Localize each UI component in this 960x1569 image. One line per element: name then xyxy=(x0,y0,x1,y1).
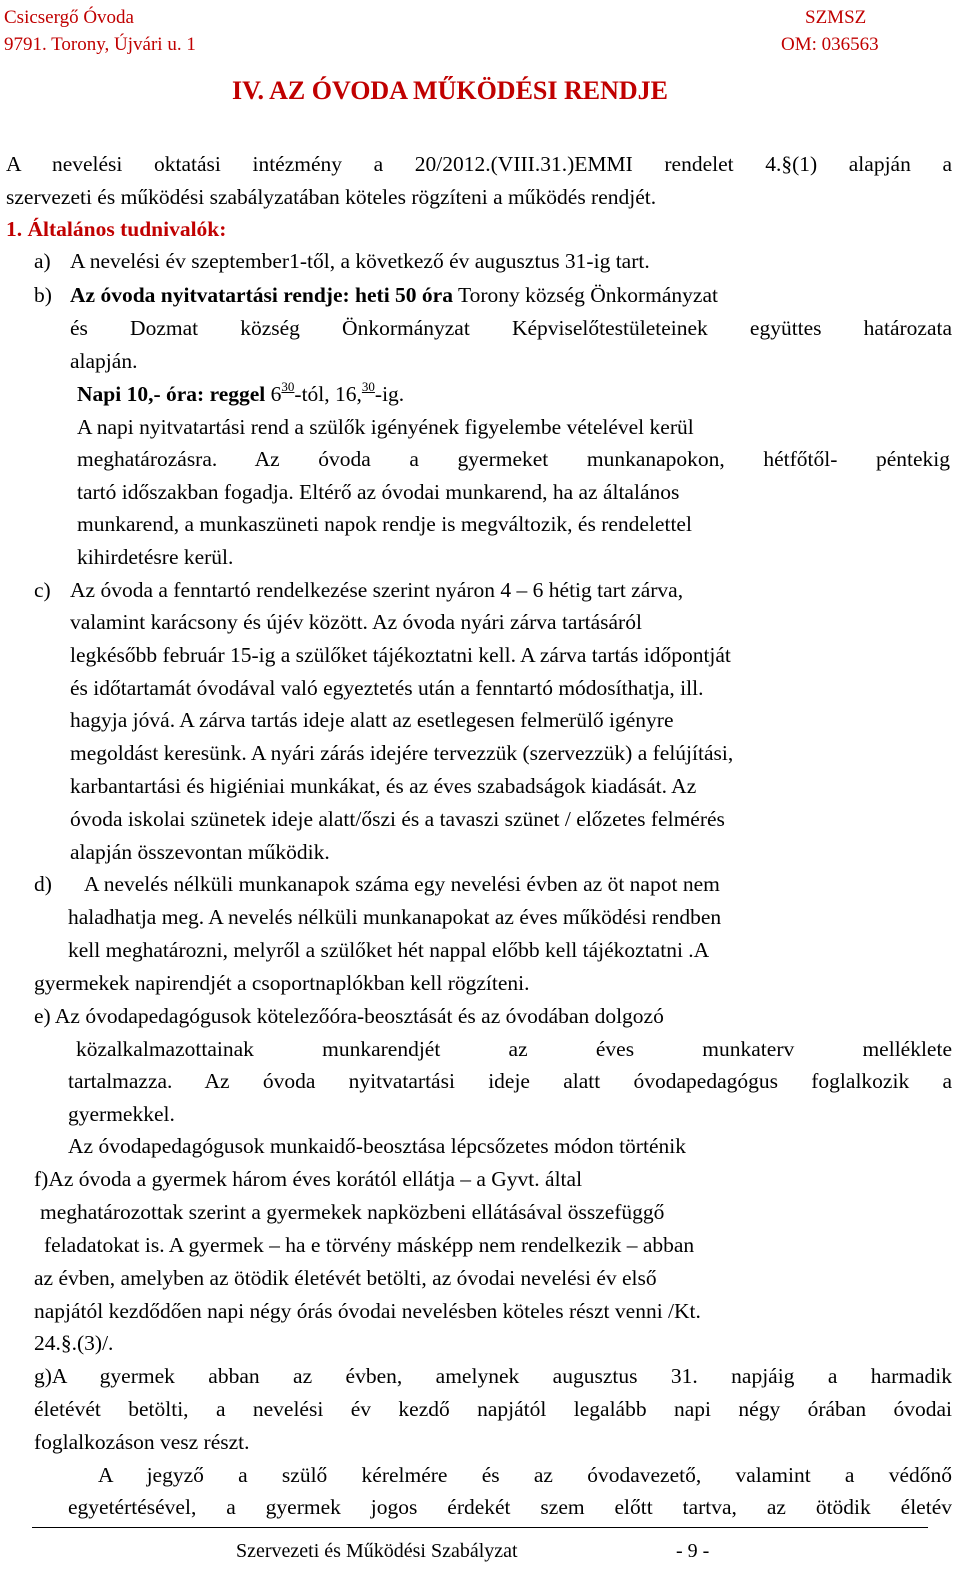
header-doc-code: SZMSZ xyxy=(805,7,867,28)
item-d-line-3: kell meghatározni, melyről a szülőket hét nappal előbb kell tájékoztatni .A xyxy=(68,938,710,962)
footer-page-number: - 9 - xyxy=(676,1540,710,1562)
item-c-line-2: valamint karácsony és újév között. Az óvoda nyári zárva tartásáról xyxy=(70,610,642,634)
item-e-line-2: közalkalmazottainak munkarendjét az éves munkaterv melléklete xyxy=(76,1037,952,1061)
item-a-line-1: A nevelési év szeptember1-től, a következő év augusztus 31-ig tart. xyxy=(70,249,650,273)
item-c-line-6: megoldást keresünk. A nyári zárás idejére tervezzük (szervezzük) a felújítási, xyxy=(70,741,734,765)
item-e-line-4: gyermekkel. xyxy=(68,1102,175,1126)
item-f-line-4: az évben, amelyben az ötödik életévét betölti, az óvodai nevelési év első xyxy=(34,1266,657,1290)
item-d-line-1: A nevelés nélküli munkanapok száma egy nevelési évben az öt napot nem xyxy=(84,872,720,896)
item-d-line-2: haladhatja meg. A nevelés nélküli munkanapokat az éves működési rendben xyxy=(68,905,722,929)
item-b-marker: b) xyxy=(34,283,52,307)
item-c-line-5: hagyja jóvá. A zárva tartás ideje alatt az esetlegesen felmerülő igényre xyxy=(70,708,674,732)
item-c-line-1: Az óvoda a fenntartó rendelkezése szerint nyáron 4 – 6 hétig tart zárva, xyxy=(70,578,684,602)
item-f-line-3: feladatokat is. A gyermek – ha e törvény másképp nem rendelkezik – abban xyxy=(44,1233,695,1257)
item-c-line-9: alapján összevontan működik. xyxy=(70,840,330,864)
item-b-line-1: Az óvoda nyitvatartási rendje: heti 50 óra Torony község Önkormányzat xyxy=(70,283,718,307)
footer-rule xyxy=(32,1527,928,1528)
item-g-line-2: életévét betölti, a nevelési év kezdő napjától legalább napi négy órában óvodai xyxy=(34,1397,952,1421)
item-c-marker: c) xyxy=(34,578,51,602)
opening-hours: Napi 10,- óra: reggel $6^{30}$-tól, 16,30-ig. xyxy=(77,379,405,406)
item-a-marker: a) xyxy=(34,249,51,273)
item-e-line-1: e) Az óvodapedagógusok kötelezőóra-beosztását és az óvodában dolgozó xyxy=(34,1004,664,1028)
intro-line-2: szervezeti és működési szabályzatában köteles rögzíteni a működés rendjét. xyxy=(6,185,657,209)
item-f-line-2: meghatározottak szerint a gyermekek napközbeni ellátásával összefüggő xyxy=(40,1200,665,1224)
section-heading: 1. Általános tudnivalók: xyxy=(6,217,227,241)
item-g-line-1: g)A gyermek abban az évben, amelynek augusztus 31. napjáig a harmadik xyxy=(34,1364,952,1388)
item-e-line-3: tartalmazza. Az óvoda nyitvatartási ideje alatt óvodapedagógus foglalkozik a xyxy=(68,1069,952,1093)
item-c-line-7: karbantartási és higiéniai munkákat, és az éves szabadságok kiadását. Az xyxy=(70,774,697,798)
item-d-line-4: gyermekek napirendjét a csoportnaplókban kell rögzíteni. xyxy=(34,971,530,995)
item-e-line-5: Az óvodapedagógusok munkaidő-beosztása lépcsőzetes módon történik xyxy=(68,1134,686,1158)
item-b-para-line-2: meghatározásra. Az óvoda a gyermeket munkanapokon, hétfőtől- péntekig xyxy=(77,447,950,471)
item-f-line-6: 24.§.(3)/. xyxy=(34,1331,114,1355)
item-f-line-1: f)Az óvoda a gyermek három éves korától ellátja – a Gyvt. által xyxy=(34,1167,583,1191)
item-b-para-line-5: kihirdetésre kerül. xyxy=(77,545,234,569)
header-om-number: OM: 036563 xyxy=(781,34,879,55)
item-b-para-line-3: tartó időszakban fogadja. Eltérő az óvodai munkarend, ha az általános xyxy=(77,480,680,504)
item-c-line-4: és időtartamát óvodával való egyeztetés után a fenntartó módosíthatja, ill. xyxy=(70,676,704,700)
item-b-line-3: alapján. xyxy=(70,349,138,373)
item-g-line-5: egyetértésével, a gyermek jogos érdekét szem előtt tartva, az ötödik életév xyxy=(68,1495,952,1519)
footer-doc-title: Szervezeti és Működési Szabályzat xyxy=(236,1540,518,1562)
item-b-para-line-1: A napi nyitvatartási rend a szülők igényének figyelembe vételével kerül xyxy=(77,415,694,439)
item-b-para-line-4: munkarend, a munkaszüneti napok rendje is megváltozik, és rendelettel xyxy=(77,512,692,536)
item-f-line-5: napjától kezdődően napi négy órás óvodai nevelésben köteles részt venni /Kt. xyxy=(34,1299,701,1323)
item-g-line-4: A jegyző a szülő kérelmére és az óvodavezető, valamint a védőnő xyxy=(98,1463,952,1487)
intro-line-1: A nevelési oktatási intézmény a 20/2012.(VIII.31.)EMMI rendelet 4.§(1) alapján a xyxy=(6,152,952,176)
item-c-line-3: legkésőbb február 15-ig a szülőket tájékoztatni kell. A zárva tartás időpontját xyxy=(70,643,731,667)
item-c-line-8: óvoda iskolai szünetek ideje alatt/őszi és a tavaszi szünet / előzetes felmérés xyxy=(70,807,725,831)
item-d-marker: d) xyxy=(34,872,52,896)
item-g-line-3: foglalkozáson vesz részt. xyxy=(34,1430,250,1454)
page-title: IV. AZ ÓVODA MŰKÖDÉSI RENDJE xyxy=(232,76,669,105)
header-org-address: 9791. Torony, Újvári u. 1 xyxy=(4,34,196,55)
item-b-line-2: és Dozmat község Önkormányzat Képviselőtestületeinek együttes határozata xyxy=(70,316,952,340)
header-org-name: Csicsergő Óvoda xyxy=(4,7,134,28)
